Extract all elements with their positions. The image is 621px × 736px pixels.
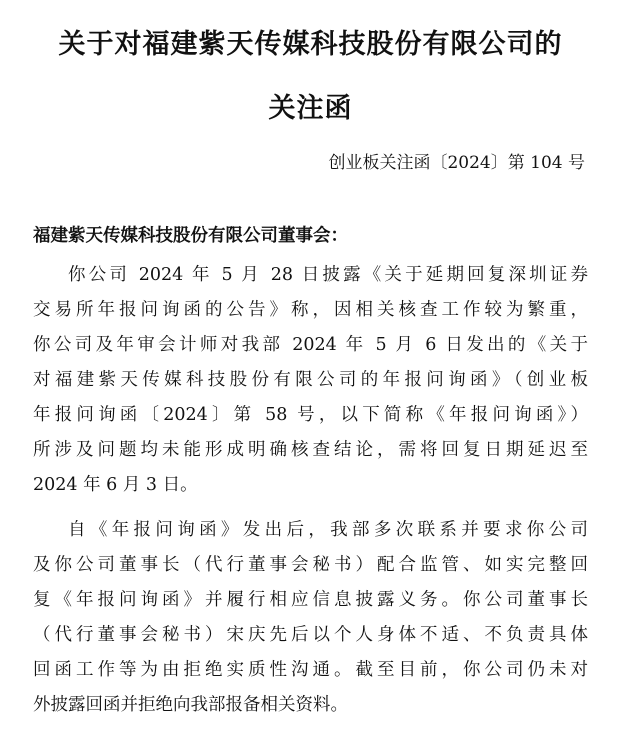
paragraph-1-line: 你公司及年审会计师对我部 2024 年 5 月 6 日发出的《关于 [33, 335, 588, 355]
paragraph-2-line: 回函工作等为由拒绝实质性沟通。截至目前，你公司仍未对 [33, 660, 588, 680]
paragraph-2-line: （代行董事会秘书）宋庆先后以个人身体不适、不负责具体 [33, 625, 588, 645]
paragraph-1-line: 年报问询函〔2024〕第 58 号，以下简称《年报问询函》） [33, 405, 588, 425]
paragraph-2-line: 及你公司董事长（代行董事会秘书）配合监管、如实完整回 [33, 555, 588, 575]
paragraph-1-line: 你公司 2024 年 5 月 28 日披露《关于延期回复深圳证券 [68, 265, 588, 285]
addressee: 福建紫天传媒科技股份有限公司董事会： [33, 226, 348, 246]
paragraph-1-line: 所涉及问题均未能形成明确核查结论，需将回复日期延迟至 [33, 440, 588, 460]
paragraph-2-line: 外披露回函并拒绝向我部报备相关资料。 [33, 695, 348, 715]
document-title-line-1: 关于对福建紫天传媒科技股份有限公司的 [58, 29, 563, 60]
document-title-line-2: 关注函 [268, 93, 353, 124]
paragraph-1-line: 交易所年报问询函的公告》称，因相关核查工作较为繁重， [33, 300, 588, 320]
paragraph-1-line: 2024 年 6 月 3 日。 [33, 475, 198, 495]
document-number: 创业板关注函〔2024〕第 104 号 [328, 153, 585, 173]
paragraph-2-line: 复《年报问询函》并履行相应信息披露义务。你公司董事长 [33, 590, 588, 610]
paragraph-1-line: 对福建紫天传媒科技股份有限公司的年报问询函》（创业板 [33, 370, 588, 390]
paragraph-2-line: 自《年报问询函》发出后，我部多次联系并要求你公司 [68, 520, 588, 540]
